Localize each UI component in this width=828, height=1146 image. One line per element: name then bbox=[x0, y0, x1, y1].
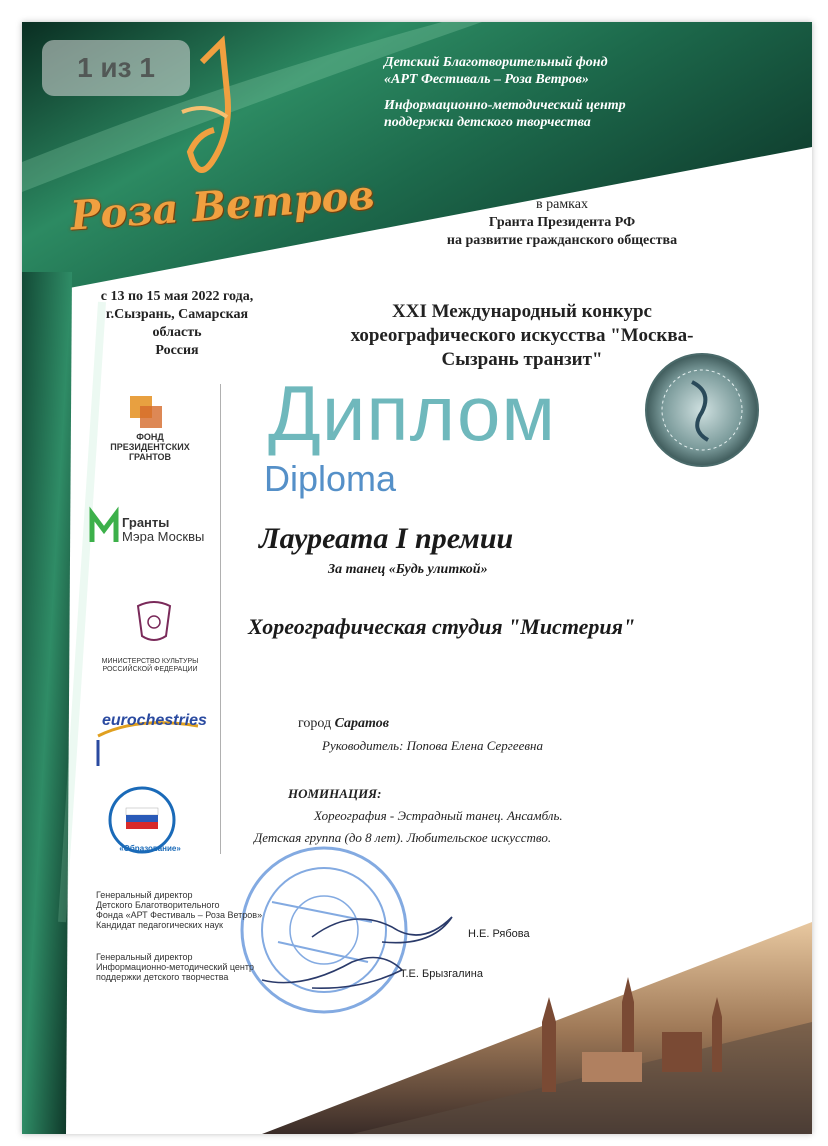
signature-title-line: Фонда «АРТ Фестиваль – Роза Ветров» bbox=[96, 910, 263, 920]
education-project-icon bbox=[110, 788, 174, 852]
center-name-line: Информационно-методический центр bbox=[384, 98, 626, 113]
partner-ministry bbox=[90, 658, 210, 674]
signature-bryzgalina bbox=[262, 958, 402, 989]
logo-text: Роза Ветров bbox=[68, 171, 376, 240]
fund-grants-icon bbox=[130, 396, 162, 428]
left-green-band bbox=[22, 272, 72, 1134]
signature-title-line: Информационно-методический центр bbox=[96, 962, 255, 972]
signature-title-line: Генеральный директор bbox=[96, 890, 193, 900]
partner-label: ПРЕЗИДЕНТСКИХ bbox=[110, 442, 190, 452]
city-label: город bbox=[298, 716, 332, 731]
signature-title-line: Кандидат педагогических наук bbox=[96, 920, 223, 930]
nomination-line: Детская группа (до 8 лет). Любительское искусство. bbox=[254, 830, 552, 845]
date-line: г.Сызрань, Самарская bbox=[105, 307, 249, 322]
contest-line: хореографического искусства "Москва- bbox=[350, 325, 694, 346]
grant-line: Гранта Президента РФ bbox=[488, 215, 636, 230]
date-line: Россия bbox=[155, 343, 199, 358]
nomination-label: НОМИНАЦИЯ: bbox=[288, 786, 382, 801]
leader-value: Попова Елена Сергеевна bbox=[406, 738, 544, 753]
signature-title-line: поддержки детского творчества bbox=[96, 972, 229, 982]
contest-title bbox=[312, 300, 732, 372]
city-value: Саратов bbox=[334, 716, 390, 731]
award-title: Лауреата I премии bbox=[259, 522, 514, 555]
fund-name-line: «АРТ Фестиваль – Роза Ветров» bbox=[384, 72, 589, 87]
dance-name: «Будь улиткой» bbox=[388, 562, 488, 577]
event-dates bbox=[82, 288, 272, 360]
partner-fund-grants bbox=[90, 432, 210, 462]
studio-name: Хореографическая студия "Мистерия" bbox=[248, 614, 636, 639]
signature-title-line: Детского Благотворительного bbox=[96, 900, 220, 910]
director2-name: Т.Е. Брызгалина bbox=[400, 968, 483, 980]
diploma-sheet bbox=[22, 22, 812, 1134]
partner-label: ФОНД bbox=[136, 432, 164, 442]
partner-eurochestries bbox=[102, 712, 222, 730]
fund-header bbox=[384, 54, 714, 131]
leader-label: Руководитель: bbox=[322, 738, 404, 753]
partner-education bbox=[90, 844, 210, 853]
date-line: с 13 по 15 мая 2022 года, bbox=[100, 289, 254, 304]
partner-label: РОССИЙСКОЙ ФЕДЕРАЦИИ bbox=[102, 666, 198, 673]
page-counter: 1 из 1 bbox=[42, 40, 190, 96]
signature-block-director1 bbox=[96, 890, 262, 930]
signature-title-line: Генеральный директор bbox=[96, 952, 193, 962]
signature-ryabova bbox=[312, 917, 452, 943]
partner-label: eurochestries bbox=[102, 712, 207, 729]
city-line bbox=[298, 716, 389, 732]
signature-block-director2 bbox=[96, 952, 254, 982]
director1-name: Н.Е. Рябова bbox=[468, 928, 530, 940]
dance-prefix: За танец bbox=[328, 562, 386, 577]
mayor-grants-icon bbox=[92, 514, 116, 542]
vertical-divider bbox=[220, 384, 221, 854]
partner-label: ГРАНТОВ bbox=[128, 452, 172, 462]
fund-name-line: Детский Благотворительный фонд bbox=[384, 55, 608, 70]
center-name-line: поддержки детского творчества bbox=[384, 115, 591, 130]
diploma-title-ru: Диплом bbox=[268, 369, 557, 457]
partner-mayor-grants bbox=[122, 516, 242, 544]
nomination-line: Хореография - Эстрадный танец. Ансамбль. bbox=[314, 808, 563, 823]
partner-label: Мэра Москвы bbox=[122, 529, 205, 544]
diploma-title-en: Diploma bbox=[264, 458, 397, 499]
grant-info bbox=[417, 196, 707, 250]
leader-line bbox=[322, 738, 543, 754]
grant-line: на развитие гражданского общества bbox=[446, 233, 678, 248]
ministry-emblem-icon bbox=[138, 602, 170, 640]
partner-label: «Образование» bbox=[119, 844, 181, 853]
contest-line: Сызрань транзит" bbox=[441, 349, 603, 370]
partner-label: Гранты bbox=[122, 515, 170, 530]
date-line: область bbox=[152, 325, 202, 340]
contest-line: XXI Международный конкурс bbox=[392, 301, 652, 322]
grant-line: в рамках bbox=[536, 197, 588, 212]
partner-label: МИНИСТЕРСТВО КУЛЬТУРЫ bbox=[101, 658, 199, 665]
dance-line bbox=[328, 562, 488, 578]
